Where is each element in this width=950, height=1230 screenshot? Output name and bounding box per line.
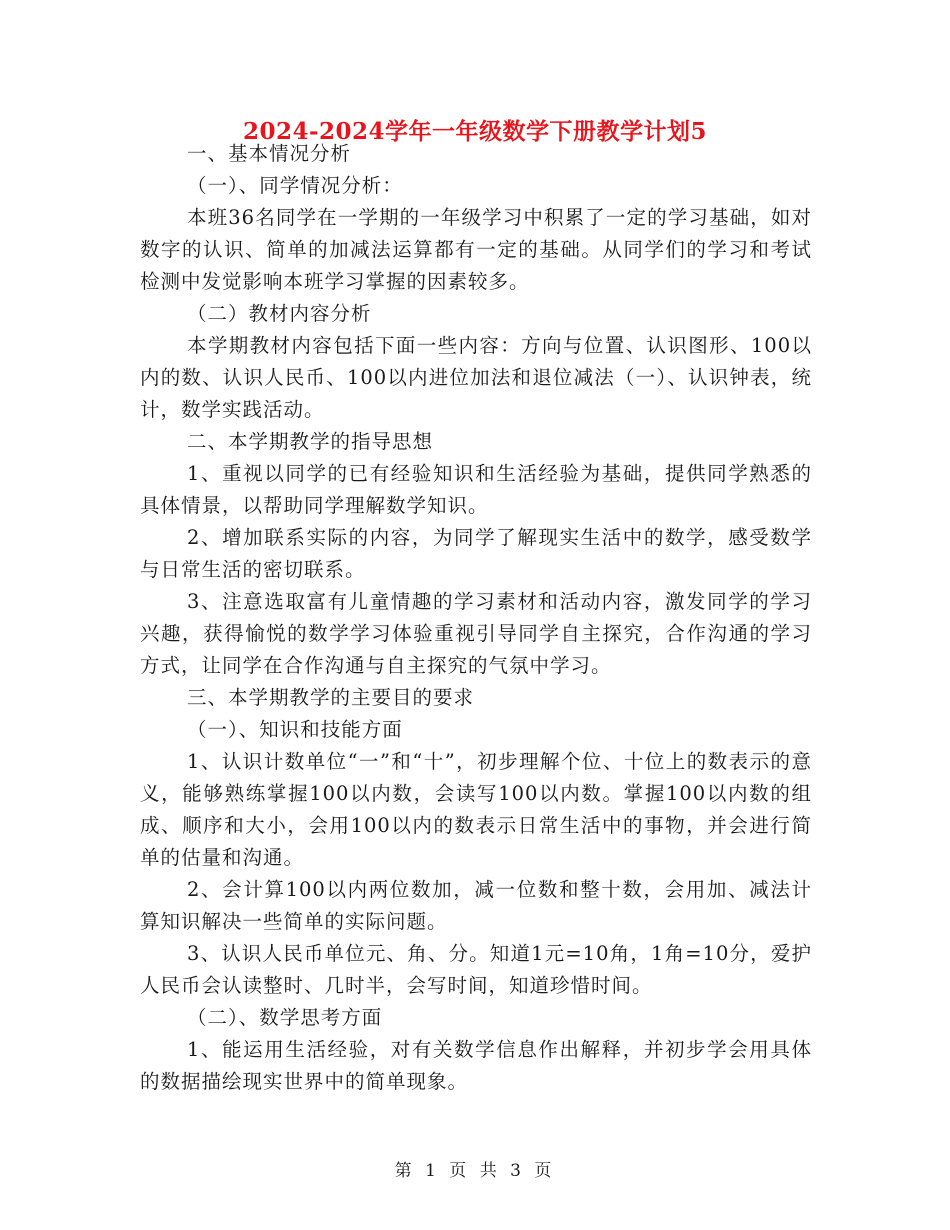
paragraph-guiding-1: 1、重视以同学的已有经验知识和生活经验为基础，提供同学熟悉的具体情景，以帮助同学理解数学知识。 [140,462,812,517]
paragraph-guiding-2: 2、增加联系实际的内容，为同学了解现实生活中的数学，感受数学与日常生活的密切联系。 [140,526,812,581]
document-title: 2024-2024学年一年级数学下册教学计划5 [242,118,708,145]
subsection-heading-math-thinking: （二）、数学思考方面 [187,1006,383,1029]
document-body [140,138,812,1098]
page-footer: 第 1 页 共 3 页 [394,1161,556,1181]
paragraph-thinking-1: 1、能运用生活经验，对有关数学信息作出解释，并初步学会用具体的数据描绘现实世界中的简单现象。 [140,1038,812,1093]
section-heading-1: 一、基本情况分析 [187,142,352,165]
section-heading-2: 二、本学期教学的指导思想 [187,430,434,453]
subsection-heading-textbook-analysis: （二）教材内容分析 [187,302,372,325]
section-heading-3: 三、本学期教学的主要目的要求 [187,686,475,709]
subsection-heading-knowledge-skills: （一）、知识和技能方面 [187,718,403,741]
paragraph-student-analysis: 本班36名同学在一学期的一年级学习中积累了一定的学习基础，如对数字的认识、简单的加减法运算都有一定的基础。从同学们的学习和考试检测中发觉影响本班学习掌握的因素较多。 [140,206,812,293]
paragraph-goal-3: 3、认识人民币单位元、角、分。知道1元=10角，1角=10分，爱护人民币会认读整时、几时半，会写时间，知道珍惜时间。 [140,942,812,997]
paragraph-goal-2: 2、会计算100以内两位数加，减一位数和整十数，会用加、减法计算知识解决一些简单的实际问题。 [140,878,812,933]
paragraph-goal-1: 1、认识计数单位“一”和“十”，初步理解个位、十位上的数表示的意义，能够熟练掌握100以内数，会读写100以内数。掌握100以内数的组成、顺序和大小，会用100以内的数表示日常生活中的事物，并会进行简单的估量和沟通。 [140,750,812,869]
subsection-heading-student-analysis: （一）、同学情况分析： [187,174,403,197]
paragraph-textbook-content: 本学期教材内容包括下面一些内容：方向与位置、认识图形、100以内的数、认识人民币、100以内进位加法和退位减法（一）、认识钟表，统计，数学实践活动。 [140,334,812,421]
paragraph-guiding-3: 3、注意选取富有儿童情趣的学习素材和活动内容，激发同学的学习兴趣，获得愉悦的数学学习体验重视引导同学自主探究，合作沟通的学习方式，让同学在合作沟通与自主探究的气氛中学习。 [140,590,812,677]
